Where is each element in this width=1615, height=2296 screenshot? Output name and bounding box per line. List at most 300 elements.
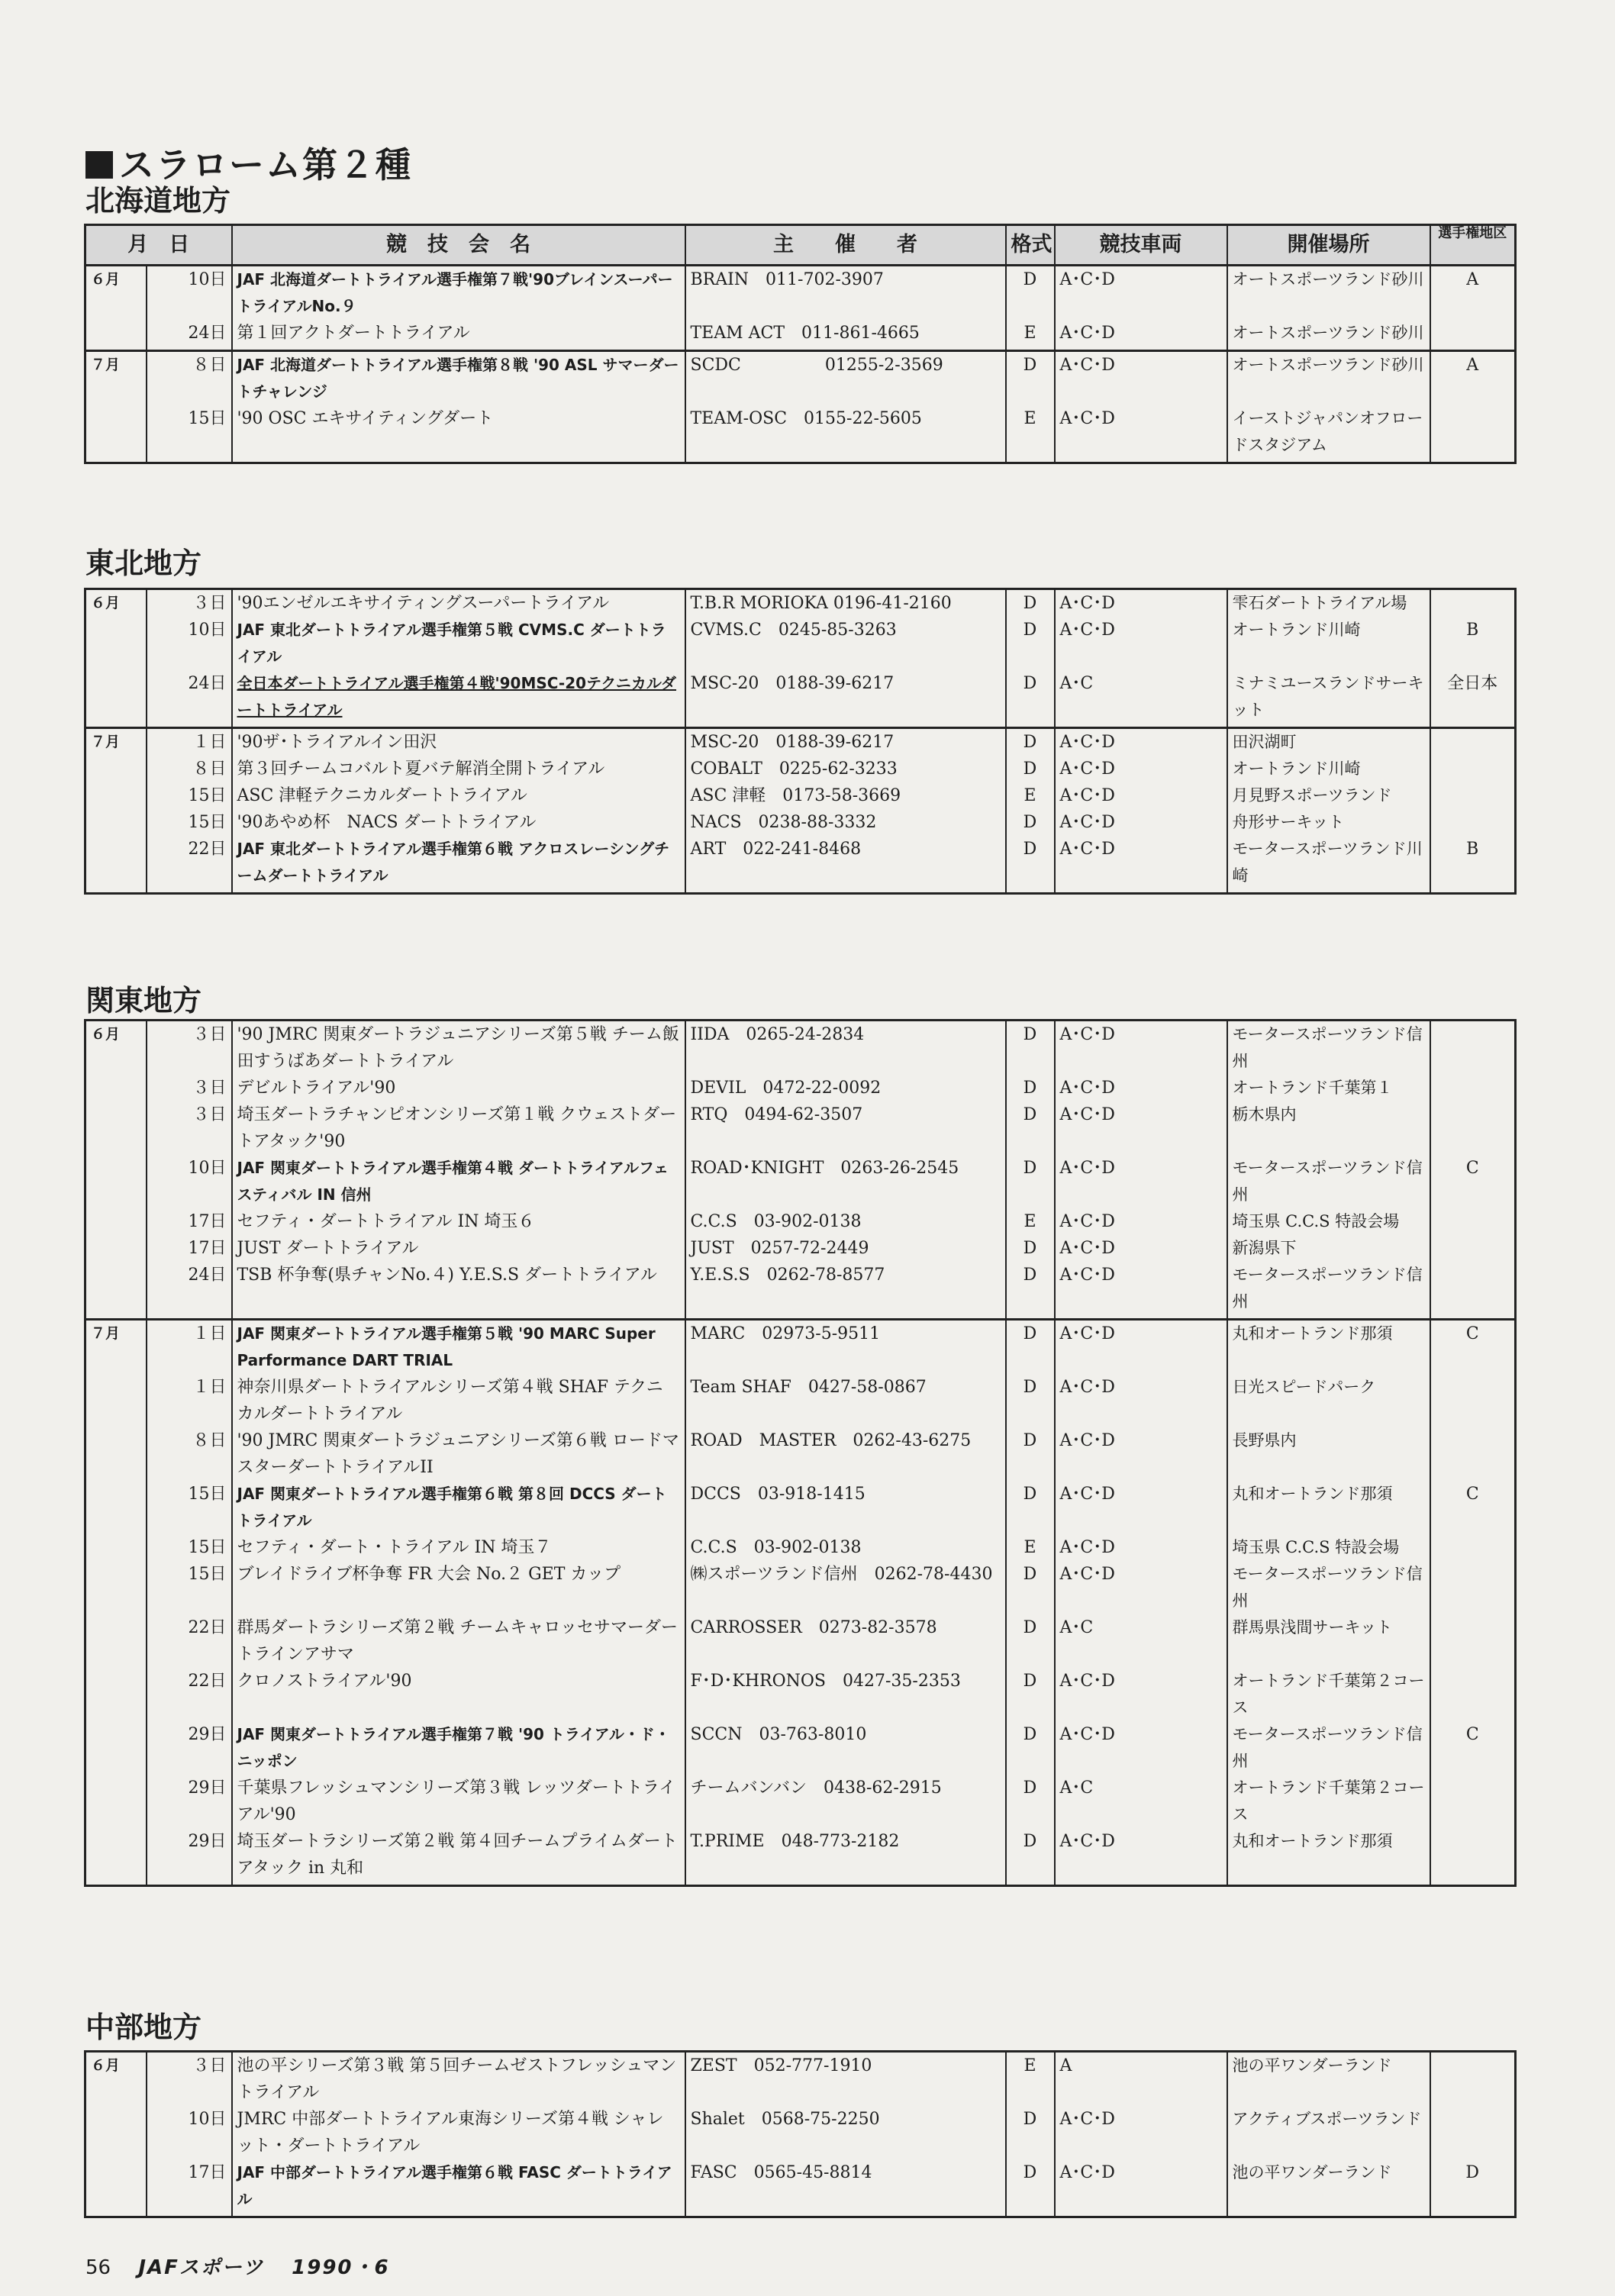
region-heading: 北海道地方 bbox=[85, 184, 231, 218]
month-cell: ６月 bbox=[85, 266, 147, 321]
event-name-cell: JAF 東北ダートトライアル選手権第５戦 CVMS.C ダートトライアル bbox=[232, 617, 685, 670]
format-cell: D bbox=[1006, 1668, 1055, 1721]
table-row bbox=[85, 1427, 1516, 1481]
vehicles-cell: A･C･D bbox=[1055, 1828, 1227, 1886]
day-cell: ３日 bbox=[147, 589, 232, 618]
venue-cell: 日光スピードパーク bbox=[1227, 1374, 1430, 1427]
venue-cell: オートスポーツランド砂川 bbox=[1227, 351, 1430, 406]
month-cell bbox=[85, 1668, 147, 1721]
format-cell: D bbox=[1006, 728, 1055, 756]
vehicles-cell: A･C･D bbox=[1055, 1668, 1227, 1721]
table-row bbox=[85, 1614, 1516, 1668]
month-cell bbox=[85, 1155, 147, 1208]
organizer-cell: ㈱スポーツランド信州 0262-78-4430 bbox=[685, 1561, 1006, 1614]
vehicles-cell: A･C･D bbox=[1055, 1155, 1227, 1208]
day-cell: １日 bbox=[147, 728, 232, 756]
format-cell: D bbox=[1006, 1775, 1055, 1828]
vehicles-cell: A･C･D bbox=[1055, 1534, 1227, 1561]
region-cell bbox=[1430, 809, 1516, 836]
format-cell: D bbox=[1006, 1614, 1055, 1668]
region-cell: C bbox=[1430, 1155, 1516, 1208]
organizer-cell: Team SHAF 0427-58-0867 bbox=[685, 1374, 1006, 1427]
venue-cell: 埼玉県 C.C.S 特設会場 bbox=[1227, 1534, 1430, 1561]
page-number: 56 bbox=[85, 2256, 111, 2279]
region-cell: B bbox=[1430, 836, 1516, 894]
table-row bbox=[85, 1481, 1516, 1534]
region-heading: 関東地方 bbox=[85, 984, 202, 1017]
venue-cell: 群馬県浅間サーキット bbox=[1227, 1614, 1430, 1668]
region-heading: 中部地方 bbox=[85, 2011, 202, 2044]
venue-cell: 雫石ダートトライアル場 bbox=[1227, 589, 1430, 618]
vehicles-cell: A･C･D bbox=[1055, 266, 1227, 321]
region-cell bbox=[1430, 2106, 1516, 2159]
month-cell bbox=[85, 756, 147, 782]
month-cell bbox=[85, 809, 147, 836]
event-name-cell: 第１回アクトダートトライアル bbox=[232, 320, 685, 351]
header-vehicles: 競技車両 bbox=[1055, 225, 1227, 266]
format-cell: D bbox=[1006, 1021, 1055, 1075]
day-cell: ３日 bbox=[147, 2052, 232, 2107]
organizer-cell: SCCN 03-763-8010 bbox=[685, 1721, 1006, 1775]
month-cell: ７月 bbox=[85, 351, 147, 406]
organizer-cell: FASC 0565-45-8814 bbox=[685, 2159, 1006, 2217]
venue-cell: オートスポーツランド砂川 bbox=[1227, 266, 1430, 321]
table-row bbox=[85, 1208, 1516, 1235]
vehicles-cell: A･C･D bbox=[1055, 1320, 1227, 1375]
organizer-cell: MSC-20 0188-39-6217 bbox=[685, 670, 1006, 728]
venue-cell: 丸和オートランド那須 bbox=[1227, 1828, 1430, 1886]
organizer-cell: NACS 0238-88-3332 bbox=[685, 809, 1006, 836]
format-cell: D bbox=[1006, 1481, 1055, 1534]
month-cell bbox=[85, 1561, 147, 1614]
region-cell bbox=[1430, 589, 1516, 618]
organizer-cell: C.C.S 03-902-0138 bbox=[685, 1534, 1006, 1561]
event-name-cell: ASC 津軽テクニカルダートトライアル bbox=[232, 782, 685, 809]
day-cell: ８日 bbox=[147, 351, 232, 406]
event-name-cell: JAF 関東ダートトライアル選手権第６戦 第８回 DCCS ダートトライアル bbox=[232, 1481, 685, 1534]
table-row bbox=[85, 1235, 1516, 1262]
region-cell bbox=[1430, 405, 1516, 463]
table-row bbox=[85, 809, 1516, 836]
month-cell bbox=[85, 1721, 147, 1775]
venue-cell: 田沢湖町 bbox=[1227, 728, 1430, 756]
organizer-cell: JUST 0257-72-2449 bbox=[685, 1235, 1006, 1262]
format-cell: D bbox=[1006, 809, 1055, 836]
organizer-cell: DCCS 03-918-1415 bbox=[685, 1481, 1006, 1534]
region-cell bbox=[1430, 1427, 1516, 1481]
organizer-cell: F･D･KHRONOS 0427-35-2353 bbox=[685, 1668, 1006, 1721]
format-cell: D bbox=[1006, 1320, 1055, 1375]
venue-cell: モータースポーツランド信州 bbox=[1227, 1561, 1430, 1614]
vehicles-cell: A･C･D bbox=[1055, 2159, 1227, 2217]
vehicles-cell: A･C･D bbox=[1055, 809, 1227, 836]
day-cell: 29日 bbox=[147, 1775, 232, 1828]
event-name-cell: JAF 関東ダートトライアル選手権第７戦 '90 トライアル・ド・ニッポン bbox=[232, 1721, 685, 1775]
month-cell bbox=[85, 1235, 147, 1262]
table-row bbox=[85, 1262, 1516, 1320]
region-cell bbox=[1430, 1208, 1516, 1235]
event-name-cell: 第３回チームコバルト夏バテ解消全開トライアル bbox=[232, 756, 685, 782]
day-cell: １日 bbox=[147, 1320, 232, 1375]
day-cell: 24日 bbox=[147, 1262, 232, 1320]
format-cell: D bbox=[1006, 351, 1055, 406]
month-cell bbox=[85, 1374, 147, 1427]
schedule-table bbox=[84, 2050, 1517, 2218]
format-cell: D bbox=[1006, 1235, 1055, 1262]
day-cell: ３日 bbox=[147, 1101, 232, 1155]
region-cell bbox=[1430, 728, 1516, 756]
region-cell bbox=[1430, 1075, 1516, 1101]
format-cell: D bbox=[1006, 1427, 1055, 1481]
organizer-cell: BRAIN 011-702-3907 bbox=[685, 266, 1006, 321]
table-row bbox=[85, 266, 1516, 321]
event-name-cell: 神奈川県ダートトライアルシリーズ第４戦 SHAF テクニカルダートトライアル bbox=[232, 1374, 685, 1427]
day-cell: 10日 bbox=[147, 2106, 232, 2159]
event-name-cell: JAF 関東ダートトライアル選手権第５戦 '90 MARC Super Parformance DART TRIAL bbox=[232, 1320, 685, 1375]
table-row bbox=[85, 836, 1516, 894]
region-cell: 全日本 bbox=[1430, 670, 1516, 728]
vehicles-cell: A･C･D bbox=[1055, 1561, 1227, 1614]
format-cell: D bbox=[1006, 2159, 1055, 2217]
event-name-cell: JAF 中部ダートトライアル選手権第６戦 FASC ダートトライアル bbox=[232, 2159, 685, 2217]
region-cell bbox=[1430, 1262, 1516, 1320]
event-name-cell: '90 OSC エキサイティングダート bbox=[232, 405, 685, 463]
event-name-cell: '90 JMRC 関東ダートラジュニアシリーズ第６戦 ロードマスターダートトライアルII bbox=[232, 1427, 685, 1481]
organizer-cell: COBALT 0225-62-3233 bbox=[685, 756, 1006, 782]
venue-cell: 池の平ワンダーランド bbox=[1227, 2159, 1430, 2217]
venue-cell: オートスポーツランド砂川 bbox=[1227, 320, 1430, 351]
format-cell: D bbox=[1006, 1075, 1055, 1101]
title-text: スラローム第２種 bbox=[119, 144, 412, 185]
vehicles-cell: A･C･D bbox=[1055, 836, 1227, 894]
month-cell bbox=[85, 782, 147, 809]
event-name-cell: JMRC 中部ダートトライアル東海シリーズ第４戦 シャレット・ダートトライアル bbox=[232, 2106, 685, 2159]
month-cell: ７月 bbox=[85, 728, 147, 756]
month-cell bbox=[85, 1208, 147, 1235]
table-row bbox=[85, 320, 1516, 351]
event-name-cell: クロノストライアル'90 bbox=[232, 1668, 685, 1721]
organizer-cell: T.PRIME 048-773-2182 bbox=[685, 1828, 1006, 1886]
organizer-cell: MSC-20 0188-39-6217 bbox=[685, 728, 1006, 756]
event-name-cell: 埼玉ダートラシリーズ第２戦 第４回チームプライムダートアタック in 丸和 bbox=[232, 1828, 685, 1886]
format-cell: D bbox=[1006, 1374, 1055, 1427]
header-event: 競 技 会 名 bbox=[232, 225, 685, 266]
venue-cell: オートランド川崎 bbox=[1227, 617, 1430, 670]
region-cell bbox=[1430, 1534, 1516, 1561]
month-cell bbox=[85, 1075, 147, 1101]
region-cell bbox=[1430, 1668, 1516, 1721]
venue-cell: モータースポーツランド信州 bbox=[1227, 1021, 1430, 1075]
region-cell: A bbox=[1430, 351, 1516, 406]
venue-cell: 新潟県下 bbox=[1227, 1235, 1430, 1262]
organizer-cell: TEAM ACT 011-861-4665 bbox=[685, 320, 1006, 351]
vehicles-cell: A･C･D bbox=[1055, 1374, 1227, 1427]
table-row bbox=[85, 617, 1516, 670]
region-cell bbox=[1430, 1235, 1516, 1262]
region-cell bbox=[1430, 1021, 1516, 1075]
region-cell: C bbox=[1430, 1721, 1516, 1775]
schedule-table bbox=[84, 224, 1517, 464]
venue-cell: アクティブスポーツランド bbox=[1227, 2106, 1430, 2159]
venue-cell: 池の平ワンダーランド bbox=[1227, 2052, 1430, 2107]
event-name-cell: JAF 北海道ダートトライアル選手権第７戦'90ブレインスーパートライアルNo.９ bbox=[232, 266, 685, 321]
month-cell bbox=[85, 320, 147, 351]
day-cell: ８日 bbox=[147, 1427, 232, 1481]
table-row bbox=[85, 1561, 1516, 1614]
region-cell bbox=[1430, 1561, 1516, 1614]
table-row bbox=[85, 1828, 1516, 1886]
vehicles-cell: A･C･D bbox=[1055, 617, 1227, 670]
organizer-cell: T.B.R MORIOKA 0196-41-2160 bbox=[685, 589, 1006, 618]
month-cell bbox=[85, 670, 147, 728]
day-cell: １日 bbox=[147, 1374, 232, 1427]
magazine-name: JAFスポーツ bbox=[138, 2256, 264, 2279]
venue-cell: オートランド千葉第１ bbox=[1227, 1075, 1430, 1101]
table-row bbox=[85, 670, 1516, 728]
region-cell bbox=[1430, 1101, 1516, 1155]
day-cell: ３日 bbox=[147, 1021, 232, 1075]
event-name-cell: JUST ダートトライアル bbox=[232, 1235, 685, 1262]
format-cell: E bbox=[1006, 1534, 1055, 1561]
venue-cell: 長野県内 bbox=[1227, 1427, 1430, 1481]
day-cell: 22日 bbox=[147, 1668, 232, 1721]
event-name-cell: 群馬ダートラシリーズ第２戦 チームキャロッセサマーダートラインアサマ bbox=[232, 1614, 685, 1668]
organizer-cell: CVMS.C 0245-85-3263 bbox=[685, 617, 1006, 670]
month-cell bbox=[85, 1534, 147, 1561]
month-cell bbox=[85, 1775, 147, 1828]
vehicles-cell: A･C･D bbox=[1055, 1262, 1227, 1320]
vehicles-cell: A･C bbox=[1055, 670, 1227, 728]
venue-cell: オートランド千葉第２コース bbox=[1227, 1668, 1430, 1721]
format-cell: D bbox=[1006, 1828, 1055, 1886]
region-cell: C bbox=[1430, 1320, 1516, 1375]
vehicles-cell: A･C･D bbox=[1055, 728, 1227, 756]
event-name-cell: JAF 関東ダートトライアル選手権第４戦 ダートトライアルフェスティバル IN 信州 bbox=[232, 1155, 685, 1208]
event-name-cell: 千葉県フレッシュマンシリーズ第３戦 レッツダートトライアル'90 bbox=[232, 1775, 685, 1828]
event-name-cell: ブレイドライブ杯争奪 FR 大会 No.２ GET カップ bbox=[232, 1561, 685, 1614]
vehicles-cell: A･C･D bbox=[1055, 1021, 1227, 1075]
vehicles-cell: A･C･D bbox=[1055, 1481, 1227, 1534]
day-cell: 10日 bbox=[147, 266, 232, 321]
day-cell: 29日 bbox=[147, 1721, 232, 1775]
venue-cell: 月見野スポーツランド bbox=[1227, 782, 1430, 809]
month-cell bbox=[85, 1427, 147, 1481]
format-cell: D bbox=[1006, 1101, 1055, 1155]
organizer-cell: DEVIL 0472-22-0092 bbox=[685, 1075, 1006, 1101]
table-row bbox=[85, 1668, 1516, 1721]
format-cell: D bbox=[1006, 589, 1055, 618]
venue-cell: ミナミユースランドサーキット bbox=[1227, 670, 1430, 728]
vehicles-cell: A･C･D bbox=[1055, 1235, 1227, 1262]
month-cell bbox=[85, 2159, 147, 2217]
format-cell: D bbox=[1006, 2106, 1055, 2159]
table-row bbox=[85, 1775, 1516, 1828]
vehicles-cell: A bbox=[1055, 2052, 1227, 2107]
table-row bbox=[85, 2052, 1516, 2107]
organizer-cell: ROAD MASTER 0262-43-6275 bbox=[685, 1427, 1006, 1481]
region-cell: D bbox=[1430, 2159, 1516, 2217]
day-cell: 17日 bbox=[147, 1235, 232, 1262]
vehicles-cell: A･C･D bbox=[1055, 756, 1227, 782]
vehicles-cell: A･C･D bbox=[1055, 1101, 1227, 1155]
region-cell bbox=[1430, 1374, 1516, 1427]
event-name-cell: '90エンゼルエキサイティングスーパートライアル bbox=[232, 589, 685, 618]
day-cell: 15日 bbox=[147, 809, 232, 836]
square-bullet-icon bbox=[85, 151, 113, 179]
schedule-table bbox=[84, 1019, 1517, 1887]
venue-cell: モータースポーツランド信州 bbox=[1227, 1155, 1430, 1208]
venue-cell: 埼玉県 C.C.S 特設会場 bbox=[1227, 1208, 1430, 1235]
event-name-cell: セフティ・ダート・トライアル IN 埼玉７ bbox=[232, 1534, 685, 1561]
month-cell bbox=[85, 1614, 147, 1668]
day-cell: 24日 bbox=[147, 670, 232, 728]
table-row bbox=[85, 2106, 1516, 2159]
event-name-cell: '90ザ･トライアルイン田沢 bbox=[232, 728, 685, 756]
table-row bbox=[85, 1534, 1516, 1561]
region-cell: C bbox=[1430, 1481, 1516, 1534]
format-cell: D bbox=[1006, 756, 1055, 782]
format-cell: E bbox=[1006, 1208, 1055, 1235]
vehicles-cell: A･C･D bbox=[1055, 1721, 1227, 1775]
table-row bbox=[85, 2159, 1516, 2217]
venue-cell: オートランド川崎 bbox=[1227, 756, 1430, 782]
venue-cell: モータースポーツランド川崎 bbox=[1227, 836, 1430, 894]
month-cell: ６月 bbox=[85, 589, 147, 618]
day-cell: ８日 bbox=[147, 756, 232, 782]
table-row bbox=[85, 1021, 1516, 1075]
vehicles-cell: A･C･D bbox=[1055, 782, 1227, 809]
table-row bbox=[85, 589, 1516, 618]
vehicles-cell: A･C･D bbox=[1055, 320, 1227, 351]
table-row bbox=[85, 782, 1516, 809]
schedule-table bbox=[84, 588, 1517, 895]
month-cell: ７月 bbox=[85, 1320, 147, 1375]
format-cell: E bbox=[1006, 782, 1055, 809]
table-row bbox=[85, 1101, 1516, 1155]
organizer-cell: チームバンバン 0438-62-2915 bbox=[685, 1775, 1006, 1828]
day-cell: 15日 bbox=[147, 782, 232, 809]
table-row bbox=[85, 728, 1516, 756]
region-cell bbox=[1430, 782, 1516, 809]
event-name-cell: '90あやめ杯 NACS ダートトライアル bbox=[232, 809, 685, 836]
region-cell: A bbox=[1430, 266, 1516, 321]
event-name-cell: TSB 杯争奪(県チャンNo.４) Y.E.S.S ダートトライアル bbox=[232, 1262, 685, 1320]
table-row bbox=[85, 756, 1516, 782]
organizer-cell: Shalet 0568-75-2250 bbox=[685, 2106, 1006, 2159]
event-name-cell: セフティ・ダートトライアル IN 埼玉６ bbox=[232, 1208, 685, 1235]
event-name-cell: デビルトライアル'90 bbox=[232, 1075, 685, 1101]
day-cell: 29日 bbox=[147, 1828, 232, 1886]
issue: 1990・6 bbox=[292, 2256, 390, 2279]
vehicles-cell: A･C･D bbox=[1055, 1208, 1227, 1235]
table-row bbox=[85, 351, 1516, 406]
month-cell bbox=[85, 1262, 147, 1320]
format-cell: D bbox=[1006, 1262, 1055, 1320]
vehicles-cell: A･C bbox=[1055, 1614, 1227, 1668]
day-cell: 15日 bbox=[147, 1534, 232, 1561]
month-cell: ６月 bbox=[85, 2052, 147, 2107]
table-row bbox=[85, 1721, 1516, 1775]
format-cell: D bbox=[1006, 670, 1055, 728]
month-cell bbox=[85, 405, 147, 463]
day-cell: 15日 bbox=[147, 1561, 232, 1614]
organizer-cell: ART 022-241-8468 bbox=[685, 836, 1006, 894]
header-venue: 開催場所 bbox=[1227, 225, 1430, 266]
header-region: 選手権地区 bbox=[1430, 225, 1516, 266]
organizer-cell: SCDC 01255-2-3569 bbox=[685, 351, 1006, 406]
event-name-cell: 埼玉ダートラチャンピオンシリーズ第１戦 クウェストダートアタック'90 bbox=[232, 1101, 685, 1155]
organizer-cell: ZEST 052-777-1910 bbox=[685, 2052, 1006, 2107]
region-cell bbox=[1430, 756, 1516, 782]
organizer-cell: ROAD･KNIGHT 0263-26-2545 bbox=[685, 1155, 1006, 1208]
format-cell: E bbox=[1006, 2052, 1055, 2107]
region-cell bbox=[1430, 1775, 1516, 1828]
format-cell: D bbox=[1006, 1721, 1055, 1775]
region-cell bbox=[1430, 1614, 1516, 1668]
venue-cell: 舟形サーキット bbox=[1227, 809, 1430, 836]
header-organizer: 主 催 者 bbox=[685, 225, 1006, 266]
format-cell: D bbox=[1006, 836, 1055, 894]
event-name-cell: '90 JMRC 関東ダートラジュニアシリーズ第５戦 チーム飯田すうばあダートトライアル bbox=[232, 1021, 685, 1075]
table-row bbox=[85, 1155, 1516, 1208]
month-cell bbox=[85, 1828, 147, 1886]
header-format: 格式 bbox=[1006, 225, 1055, 266]
format-cell: D bbox=[1006, 1155, 1055, 1208]
day-cell: 17日 bbox=[147, 2159, 232, 2217]
venue-cell: オートランド千葉第２コース bbox=[1227, 1775, 1430, 1828]
month-cell bbox=[85, 2106, 147, 2159]
format-cell: D bbox=[1006, 1561, 1055, 1614]
vehicles-cell: A･C bbox=[1055, 1775, 1227, 1828]
vehicles-cell: A･C･D bbox=[1055, 405, 1227, 463]
month-cell bbox=[85, 1101, 147, 1155]
day-cell: 22日 bbox=[147, 1614, 232, 1668]
day-cell: ３日 bbox=[147, 1075, 232, 1101]
vehicles-cell: A･C･D bbox=[1055, 1427, 1227, 1481]
venue-cell: モータースポーツランド信州 bbox=[1227, 1721, 1430, 1775]
format-cell: D bbox=[1006, 266, 1055, 321]
table-row bbox=[85, 1075, 1516, 1101]
vehicles-cell: A･C･D bbox=[1055, 2106, 1227, 2159]
region-cell bbox=[1430, 1828, 1516, 1886]
organizer-cell: ASC 津軽 0173-58-3669 bbox=[685, 782, 1006, 809]
format-cell: E bbox=[1006, 405, 1055, 463]
day-cell: 15日 bbox=[147, 405, 232, 463]
organizer-cell: TEAM-OSC 0155-22-5605 bbox=[685, 405, 1006, 463]
vehicles-cell: A･C･D bbox=[1055, 1075, 1227, 1101]
region-cell: B bbox=[1430, 617, 1516, 670]
organizer-cell: C.C.S 03-902-0138 bbox=[685, 1208, 1006, 1235]
venue-cell: モータースポーツランド信州 bbox=[1227, 1262, 1430, 1320]
month-cell bbox=[85, 617, 147, 670]
venue-cell: 丸和オートランド那須 bbox=[1227, 1320, 1430, 1375]
table-row bbox=[85, 1320, 1516, 1375]
day-cell: 24日 bbox=[147, 320, 232, 351]
event-name-cell: JAF 北海道ダートトライアル選手権第８戦 '90 ASL サマーダートチャレンジ bbox=[232, 351, 685, 406]
event-name-cell bbox=[232, 670, 685, 728]
venue-cell: 丸和オートランド那須 bbox=[1227, 1481, 1430, 1534]
month-cell bbox=[85, 836, 147, 894]
header-date: 月 日 bbox=[85, 225, 232, 266]
month-cell bbox=[85, 1481, 147, 1534]
region-heading: 東北地方 bbox=[85, 547, 202, 580]
day-cell: 22日 bbox=[147, 836, 232, 894]
event-name-text: 全日本ダートトライアル選手権第４戦'90MSC-20テクニカルダートトライアル bbox=[237, 674, 677, 719]
format-cell: E bbox=[1006, 320, 1055, 351]
venue-cell: 栃木県内 bbox=[1227, 1101, 1430, 1155]
day-cell: 17日 bbox=[147, 1208, 232, 1235]
day-cell: 10日 bbox=[147, 617, 232, 670]
